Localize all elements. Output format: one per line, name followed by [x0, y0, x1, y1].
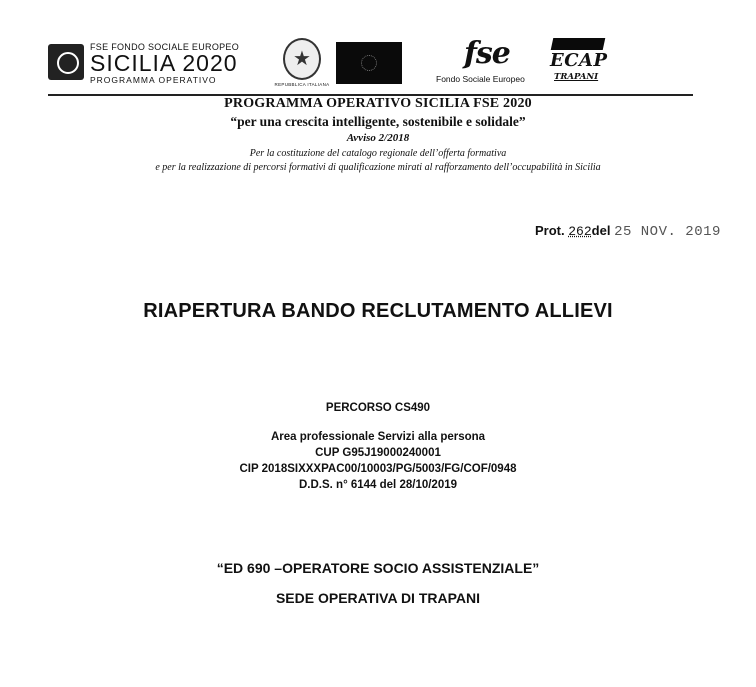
- course-name: “ED 690 –OPERATORE SOCIO ASSISTENZIALE”: [216, 560, 540, 576]
- protocol-stamp: [535, 223, 721, 240]
- course-location: SEDE OPERATIVA DI TRAPANI: [275, 590, 481, 606]
- program-line-1: Per la costituzione del catalogo regionale dell’offerta formativa: [249, 148, 507, 159]
- program-line-2: e per la realizzazione di percorsi formativi di qualificazione mirati al rafforzamento dell’occupabilità in Sicilia: [155, 162, 601, 173]
- eu-flag-icon: [336, 42, 402, 84]
- repubblica-label: REPUBBLICA ITALIANA: [274, 82, 330, 87]
- dds-reference: D.D.S. n° 6144 del 28/10/2019: [298, 479, 458, 491]
- area-professionale: Area professionale Servizi alla persona: [270, 431, 486, 443]
- ecap-logo: [548, 38, 608, 86]
- protocol-del-label: del: [591, 223, 611, 238]
- trinacria-icon: [48, 44, 84, 80]
- program-motto: “per una crescita intelligente, sostenibile e solidale”: [230, 114, 526, 129]
- percorso: PERCORSO CS490: [325, 402, 431, 414]
- fse-mark: fse: [464, 36, 510, 71]
- avviso: Avviso 2/2018: [346, 132, 410, 144]
- repubblica-italiana-logo: [270, 38, 334, 88]
- cip-code: CIP 2018SIXXXPAC00/10003/PG/5003/FG/COF/0948: [239, 463, 517, 475]
- cup-code: CUP G95J19000240001: [315, 447, 441, 459]
- sicilia-2020-logo: [48, 42, 258, 86]
- sicilia-logo-top: FSE FONDO SOCIALE EUROPEO: [90, 42, 240, 52]
- italian-emblem-icon: [283, 38, 321, 80]
- document-title: RIAPERTURA BANDO RECLUTAMENTO ALLIEVI: [143, 300, 613, 322]
- sicilia-logo-main: SICILIA 2020: [90, 50, 238, 76]
- ecap-location: TRAPANI: [554, 72, 599, 82]
- fse-logo: [428, 36, 538, 88]
- logo-bar: [48, 38, 628, 88]
- ecap-bar: [551, 38, 606, 50]
- protocol-number: 262: [568, 224, 592, 239]
- protocol-label: Prot.: [535, 223, 565, 238]
- fse-label: Fondo Sociale Europeo: [436, 74, 525, 84]
- protocol-date: 25 NOV. 2019: [614, 224, 721, 240]
- sicilia-logo-sub: PROGRAMMA OPERATIVO: [90, 75, 217, 85]
- ecap-name: ECAP: [550, 50, 608, 71]
- program-title: PROGRAMMA OPERATIVO SICILIA FSE 2020: [224, 96, 532, 111]
